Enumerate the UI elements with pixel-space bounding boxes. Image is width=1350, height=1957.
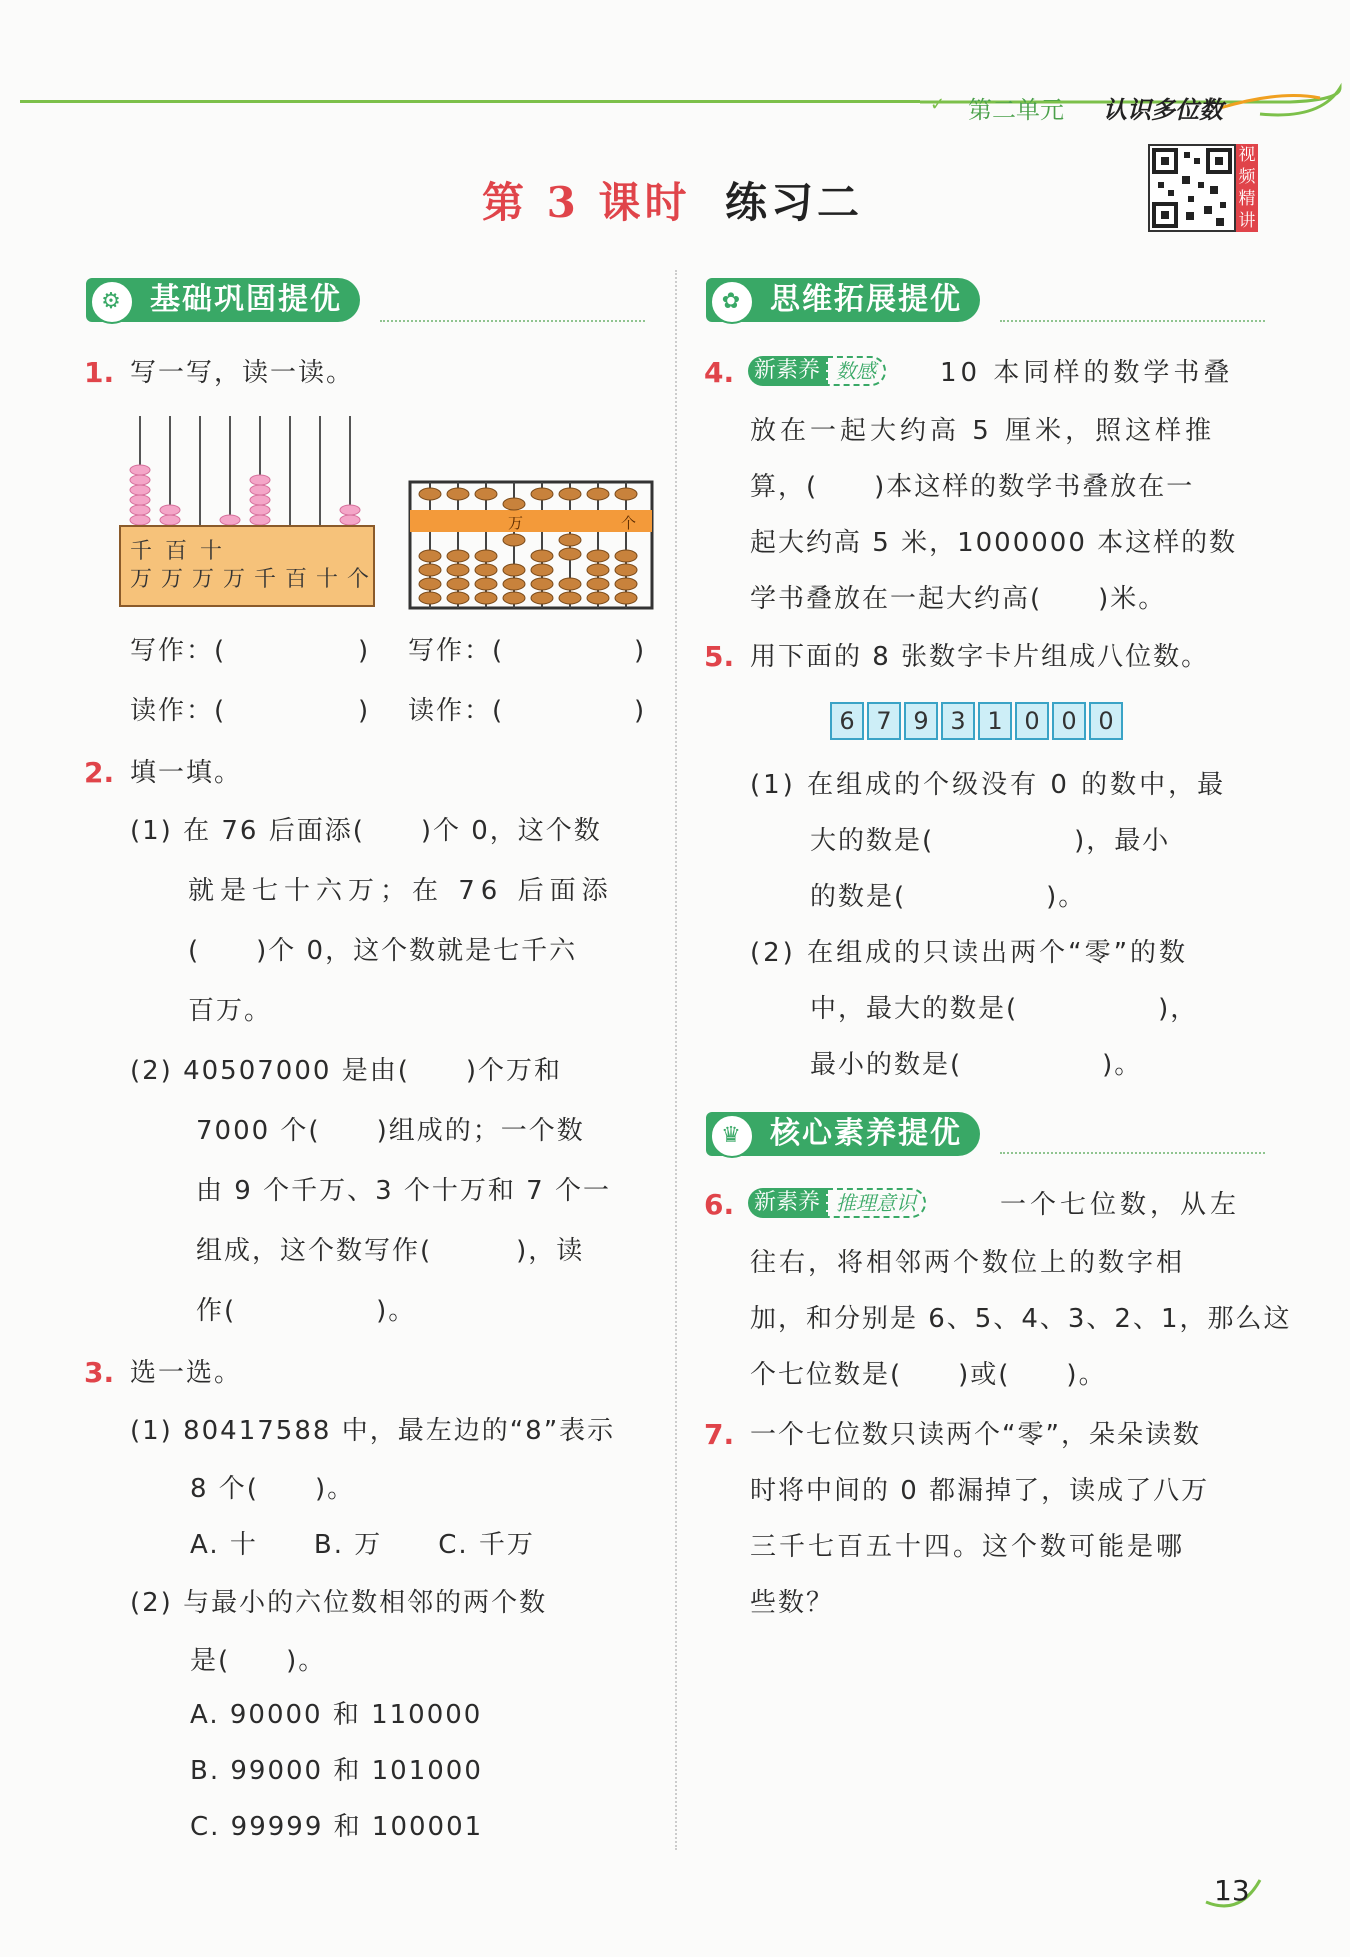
trophy-icon: ♛ [710, 1114, 754, 1158]
section-core [706, 1112, 980, 1156]
q6-badge-label: 新素养 [748, 1188, 826, 1218]
abacus-label-wan: 万 [508, 514, 524, 532]
q1-write2-close: ) [634, 636, 647, 666]
section-basic-label: 基础巩固提优 [150, 282, 342, 317]
q3-p1-options: A. 十 B. 万 C. 千万 [190, 1530, 535, 1560]
q2-p2-l3: 由 9 个千万、3 个十万和 7 个一 [196, 1176, 611, 1206]
q7-l3: 三千七百五十四。这个数可能是哪 [750, 1532, 1186, 1562]
q2-p1-l4: 百万。 [188, 996, 273, 1026]
q1-number: 1. [84, 356, 115, 389]
digit-card: 0 [1052, 702, 1086, 740]
q2-p1-l3: ( )个 0，这个数就是七千六 [188, 936, 578, 966]
q4-l1: 10 本同样的数学书叠 [940, 358, 1234, 388]
page-number: 13 [1214, 1874, 1250, 1907]
q7-l2: 时将中间的 0 都漏掉了，读成了八万 [750, 1476, 1210, 1506]
digit-card: 6 [830, 702, 864, 740]
q5-text: 用下面的 8 张数字卡片组成八位数。 [750, 642, 1210, 672]
svg-text:✓: ✓ [930, 94, 946, 115]
q7-number: 7. [704, 1418, 735, 1451]
q4-l2: 放在一起大约高 5 厘米，照这样推 [750, 416, 1216, 446]
q1-read2: 读作：( [408, 696, 505, 726]
q3-p1-l2: 8 个( )。 [190, 1474, 356, 1504]
q4-l3: 算，( )本这样的数学书叠放在一 [750, 472, 1195, 502]
q6-l4: 个七位数是( )或( )。 [750, 1360, 1107, 1390]
section-core-label: 核心素养提优 [770, 1116, 962, 1151]
q5-p1-l1: (1) 在组成的个级没有 0 的数中，最 [750, 770, 1227, 800]
board-label-top: 千 百 十 [130, 539, 225, 564]
q1-text: 写一写，读一读。 [130, 358, 355, 388]
q3-number: 3. [84, 1356, 115, 1389]
q2-p2-l2: 7000 个( )组成的；一个数 [196, 1116, 585, 1146]
board-label-bottom: 万 万 万 万 千 百 十 个 [130, 567, 370, 592]
digit-card: 0 [1015, 702, 1049, 740]
q3-option-b: B. 99000 和 101000 [190, 1756, 483, 1786]
q5-p2-l3: 最小的数是( )。 [810, 1050, 1143, 1080]
q1-read1: 读作：( [130, 696, 227, 726]
q7-l1: 一个七位数只读两个“零”，朵朵读数 [750, 1420, 1201, 1450]
q6-l2: 往右，将相邻两个数位上的数字相 [750, 1248, 1186, 1278]
q4-l5: 学书叠放在一起大约高( )米。 [750, 584, 1167, 614]
section-basic-rule [380, 320, 645, 322]
header-rule [20, 100, 920, 103]
q4-badge-label: 新素养 [748, 356, 826, 386]
q5-p1-l3: 的数是( )。 [810, 882, 1087, 912]
q6-number: 6. [704, 1188, 735, 1221]
digit-card: 0 [1089, 702, 1123, 740]
abacus-label-ge: 个 [621, 514, 637, 532]
lesson-title: 练习二 [725, 178, 864, 227]
q2-p2-l1: (2) 40507000 是由( )个万和 [130, 1056, 562, 1086]
q4-badge-tag: 数感 [826, 356, 886, 386]
q5-p1-l2: 大的数是( )，最小 [810, 826, 1171, 856]
q3-p2-l2: 是( )。 [190, 1646, 327, 1676]
q7-l4: 些数？ [750, 1588, 835, 1618]
digit-card: 3 [941, 702, 975, 740]
digit-card: 7 [867, 702, 901, 740]
qr-pattern-icon [1150, 146, 1234, 230]
gear-icon: ⚙ [90, 280, 134, 324]
column-divider [675, 270, 677, 1850]
q3-option-c: C. 99999 和 100001 [190, 1812, 484, 1842]
q2-text: 填一填。 [130, 758, 243, 788]
q2-p1-l1: (1) 在 76 后面添( )个 0，这个数 [130, 816, 602, 846]
digit-cards [830, 702, 1126, 740]
q5-p2-l2: 中，最大的数是( )， [810, 994, 1199, 1024]
section-basic [86, 278, 360, 322]
q6-badge [748, 1188, 926, 1218]
q1-write1: 写作：( [130, 636, 227, 666]
q4-number: 4. [704, 356, 735, 389]
q6-l3: 加，和分别是 6、5、4、3、2、1，那么这 [750, 1304, 1292, 1334]
digit-card: 1 [978, 702, 1012, 740]
sprout-icon: ✿ [710, 280, 754, 324]
q3-text: 选一选。 [130, 1358, 243, 1388]
q2-p1-l2: 就是七十六万；在 76 后面添 [188, 876, 614, 906]
q2-number: 2. [84, 756, 115, 789]
q5-number: 5. [704, 640, 735, 673]
q6-badge-tag: 推理意识 [826, 1188, 926, 1218]
abacus [408, 480, 654, 610]
chapter-label: 认识多位数 [1103, 96, 1223, 124]
section-core-rule [1000, 1152, 1265, 1154]
section-extend-rule [1000, 320, 1265, 322]
q1-read2-close: ) [634, 696, 647, 726]
section-extend-label: 思维拓展提优 [770, 282, 962, 317]
q1-read1-close: ) [358, 696, 371, 726]
qr-code[interactable] [1148, 144, 1236, 232]
q2-p2-l5: 作( )。 [196, 1296, 417, 1326]
q4-l4: 起大约高 5 米，1000000 本这样的数 [750, 528, 1238, 558]
q3-p1-l1: (1) 80417588 中，最左边的“8”表示 [130, 1416, 616, 1446]
lesson-number: 第 3 课时 [482, 178, 691, 227]
q2-p2-l4: 组成，这个数写作( )，读 [196, 1236, 585, 1266]
q1-write1-close: ) [358, 636, 371, 666]
q5-p2-l1: (2) 在组成的只读出两个“零”的数 [750, 938, 1189, 968]
qr-label: 视频精讲 [1236, 144, 1258, 232]
q6-l1: 一个七位数，从左 [1000, 1190, 1241, 1220]
q3-option-a: A. 90000 和 110000 [190, 1700, 483, 1730]
q1-write2: 写作：( [408, 636, 505, 666]
digit-card: 9 [904, 702, 938, 740]
q3-p2-l1: (2) 与最小的六位数相邻的两个数 [130, 1588, 548, 1618]
unit-label: 第二单元 [968, 96, 1064, 124]
section-extend [706, 278, 980, 322]
q4-badge [748, 356, 886, 386]
